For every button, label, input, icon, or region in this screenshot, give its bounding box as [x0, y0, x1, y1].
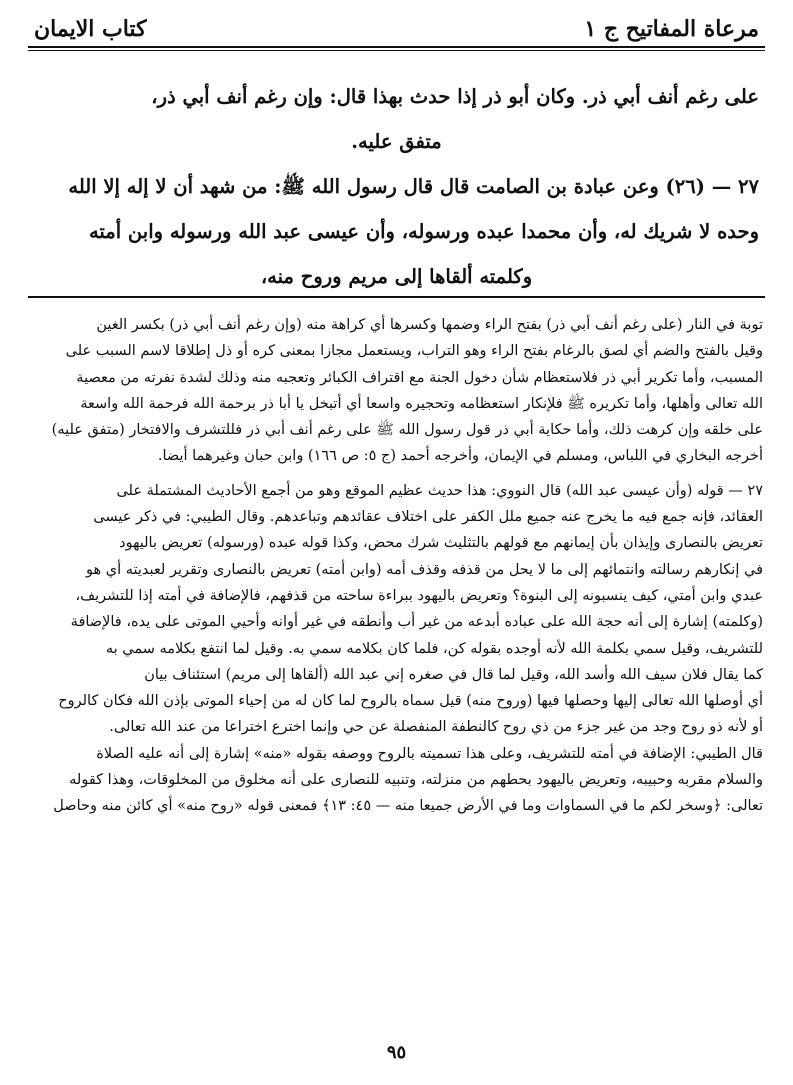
commentary-line: عبدي وابن أمتي، كيف ينسبونه إلى البنوة؟ وتعريض باليهود ببراءة ساحته من قذفهم، فالإضافة في أمته إذا للتشريف، [75, 587, 763, 604]
commentary-line: في إنكارهم رسالته وانتمائهم إلى ما لا يحل من قذفه وقذف أمه (وابن أمته) تعريض بالنصارى وتقرير لعبديته أي هو [86, 561, 763, 578]
matn-line: وكلمته ألقاها إلى مريم وروح منه، [260, 265, 533, 288]
commentary-line: تعريض بالنصارى وإيذان بأن إيمانهم مع قولهم بالتثليث شرك محض، وكذا قوله عبده (ورسوله) تعريض باليهود [119, 535, 763, 552]
commentary-separator [28, 296, 765, 298]
commentary-line: والسلام مقربه وحبيبه، وتعريض باليهود بحطهم من منزلته، وتنبيه للنصارى على أنه مخلوق من المخلوقات، وهذا كقوله [69, 772, 763, 789]
commentary-line: ٢٧ — قوله (وأن عيسى عبد الله) قال النووي: هذا حديث عظيم الموقع وهو من أجمع الأحاديث المشتملة على [116, 482, 763, 499]
header-chapter-title: كتاب الايمان [34, 16, 147, 42]
matn-line: على رغم أنف أبي ذر. وكان أبو ذر إذا حدث بهذا قال: وإن رغم أنف أبي ذر، [151, 85, 759, 108]
commentary-line: العقائد، فإنه جمع فيه ما يخرج عنه جميع ملل الكفر على اختلاف عقائدهم وتباعدهم. وقال الطيبي: في ذكر عيسى [93, 509, 763, 526]
header-rule-thin [28, 50, 765, 51]
hadith-text [34, 74, 759, 299]
commentary-line: أي أوصلها الله تعالى إليها وحصلها فيها (وروح منه) قيل سماه بالروح لما كان له من إحياء الموتى بإذن الله فكان كالروح [58, 693, 763, 710]
commentary-line: توبة في النار (على رغم أنف أبي ذر) بفتح الراء وضمها وكسرها أي كراهة منه (وإن رغم أنف أبي ذر) بكسر الغين [96, 317, 763, 333]
commentary-line: (وكلمته) إشارة إلى أنه حجة الله على عباده أبدعه من غير أب وأنطقه في غير أوانه وأحيي الموتى على يده، فالإضافة [70, 614, 763, 631]
matn-line: متفق عليه. [351, 130, 442, 153]
commentary-line: على خلقه وإن كرهت ذلك، وأما حكاية أبي ذر قول رسول الله ﷺ على رغم أنف أبي ذر فللتشرف والافتخار (متفق عليه) [51, 422, 763, 439]
commentary-line: المسبب، وأما تكرير أبي ذر فلاستعظام شأن دخول الجنة مع اقتراف الكبائر وتعجبه منه وذلك لشدة نفرته من معصية [76, 369, 763, 386]
commentary-line: أخرجه البخاري في اللباس، ومسلم في الإيمان، وأخرجه أحمد (ج ٥: ص ١٦٦) وابن حبان وغيرهما أيضا. [157, 448, 763, 465]
commentary-line: كما يقال فلان سيف الله وأسد الله، وقيل لما قال في صغره إني عبد الله (ألقاها إلى مريم) استئناف بيان [144, 666, 763, 683]
commentary-line: قال الطيبي: الإضافة في أمته للتشريف، وعلى هذا تسميته بالروح ووصفه بقوله «منه» إشارة إلى أنه عليه الصلاة [96, 745, 763, 762]
page-number: ٩٥ [386, 1042, 407, 1063]
commentary-line: وقيل بالفتح والضم أي لصق بالرغام بفتح الراء وهو التراب، ويستعمل مجازا بمعنى كره أو ذل إطلاقا لاسم السبب على [65, 343, 763, 360]
matn-line: وحده لا شريك له، وأن محمدا عبده ورسوله، وأن عيسى عبد الله ورسوله وابن أمته [88, 220, 759, 243]
commentary-line: للتشريف، وقيل سمي بكلمة الله لأنه أوجده بقوله كن، فلما كان بكلامه سمي به. وقيل لما انتفع بكلامه سمي به [105, 640, 763, 657]
commentary-line: الله تعالى وأهلها، وأما تكريره ﷺ فلإنكار استعظامه وتحجيره واسعا أي أتبخل يا أبا ذر برحمة الله فرحمة الله واسعة [80, 395, 763, 412]
commentary-text [30, 312, 763, 820]
commentary-line: تعالى: ﴿وسخر لكم ما في السماوات وما في الأرض جميعا منه — ٤٥: ١٣﴾ فمعنى قوله «روح منه» أي كائن منه وحاصل [53, 798, 763, 815]
paragraph-gap [30, 470, 763, 478]
matn-line: ٢٧ — (٢٦) وعن عبادة بن الصامت قال قال رسول الله ﷺ: من شهد أن لا إله إلا الله [68, 175, 759, 198]
header-rule [28, 46, 765, 48]
commentary-line: أو لأنه ذو روح وجد من غير جزء من ذي روح كالنطفة المنفصلة عن حي وإنما اخترع اختراعا من عند الله تعالى. [109, 719, 763, 736]
running-header [34, 14, 759, 44]
header-book-title: مرعاة المفاتيح ج ١ [584, 16, 759, 42]
